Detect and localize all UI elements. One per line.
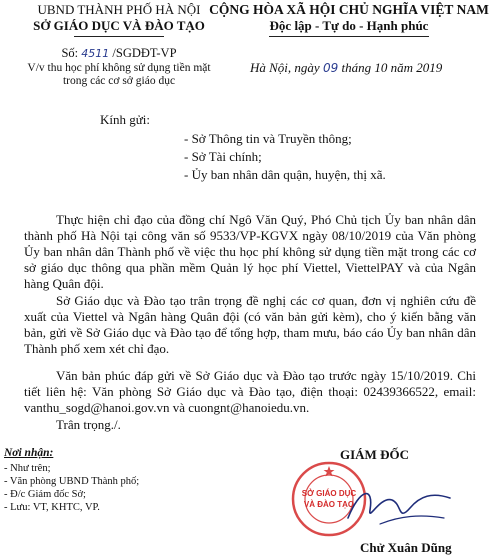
org-parent: UBND THÀNH PHỐ HÀ NỘI: [37, 2, 201, 17]
subject-line-2: trong các cơ sở giáo dục: [62, 75, 176, 87]
place-suffix: tháng 10 năm 2019: [341, 60, 443, 75]
nation-title: CỘNG HÒA XÃ HỘI CHỦ NGHĨA VIỆT NAM: [209, 2, 489, 17]
noi-nhan-item: - Lưu: VT, KHTC, VP.: [4, 502, 100, 513]
day-handwritten: 09: [322, 61, 339, 75]
doc-no-prefix: Số:: [61, 46, 79, 60]
noi-nhan-item: - Văn phòng UBND Thành phố;: [4, 476, 140, 487]
recipient-item: - Sở Thông tin và Truyền thông;: [184, 131, 352, 146]
motto: Độc lập - Tự do - Hạnh phúc: [269, 18, 429, 33]
place-date: [250, 60, 442, 76]
motto-underline: [269, 36, 429, 37]
subject: [4, 62, 234, 88]
noi-nhan-item: - Đ/c Giám đốc Sở;: [4, 489, 86, 500]
org-name: SỞ GIÁO DỤC VÀ ĐÀO TẠO: [33, 18, 205, 33]
body-paragraph-3: Văn bản phúc đáp gửi về Sở Giáo dục và Đào tạo trước ngày 15/10/2019. Chi tiết liên hệ: Văn phòng Sở Giáo dục và Đào tạo, điện thoại: 02439366522, email: vanthu_sogd@hanoi.gov.vn và cuongnt@hanoiedu.vn.: [24, 368, 476, 415]
salutation: Kính gửi:: [100, 112, 151, 127]
sign-title: GIÁM ĐỐC: [340, 447, 409, 462]
noi-nhan-label: Nơi nhận:: [4, 447, 54, 459]
stamp-text-top: SỞ GIÁO DỤC: [301, 489, 357, 498]
stamp-text-mid: VÀ ĐÀO TẠO: [303, 500, 355, 509]
doc-no-suffix: /SGDĐT-VP: [112, 46, 177, 60]
recipient-item: - Sở Tài chính;: [184, 149, 262, 164]
header-right: [200, 2, 498, 37]
handwritten-signature: [340, 478, 460, 534]
closing: Trân trọng./.: [56, 417, 121, 432]
recipient-item: - Ủy ban nhân dân quận, huyện, thị xã.: [184, 167, 386, 182]
noi-nhan-item: - Như trên;: [4, 463, 51, 474]
place-prefix: Hà Nội, ngày: [250, 60, 320, 75]
body-paragraph-1: Thực hiện chỉ đạo của đồng chí Ngô Văn Quý, Phó Chủ tịch Ủy ban nhân dân thành phố Hà Nội tại công văn số 9533/VP-KGVX ngày 08/10/2019 của Văn phòng Ủy ban nhân dân Thành phố về việc thu học phí không sử dụng tiền mặt trong các cơ sở giáo dục thông qua phần mềm Quản lý học phí Viettel, ViettelPAY và của Ngân hàng Quân đội.: [24, 212, 476, 291]
document-number: [4, 46, 234, 61]
subject-line-1: V/v thu học phí không sử dụng tiền mặt: [27, 62, 211, 74]
body-paragraph-2: Sở Giáo dục và Đào tạo trân trọng đề nghị các cơ quan, đơn vị nghiên cứu đề xuất của Viettel và Ngân hàng Quân đội (có văn bản gửi kèm), cho ý kiến bằng văn bản, gửi về Sở Giáo dục và Đào tạo để tổng hợp, tham mưu, báo cáo Ủy ban nhân dân Thành phố xem xét chỉ đạo.: [24, 293, 476, 356]
doc-no-handwritten: 4511: [81, 47, 110, 60]
org-underline: [74, 36, 164, 37]
signer-name: Chử Xuân Dũng: [360, 540, 452, 555]
